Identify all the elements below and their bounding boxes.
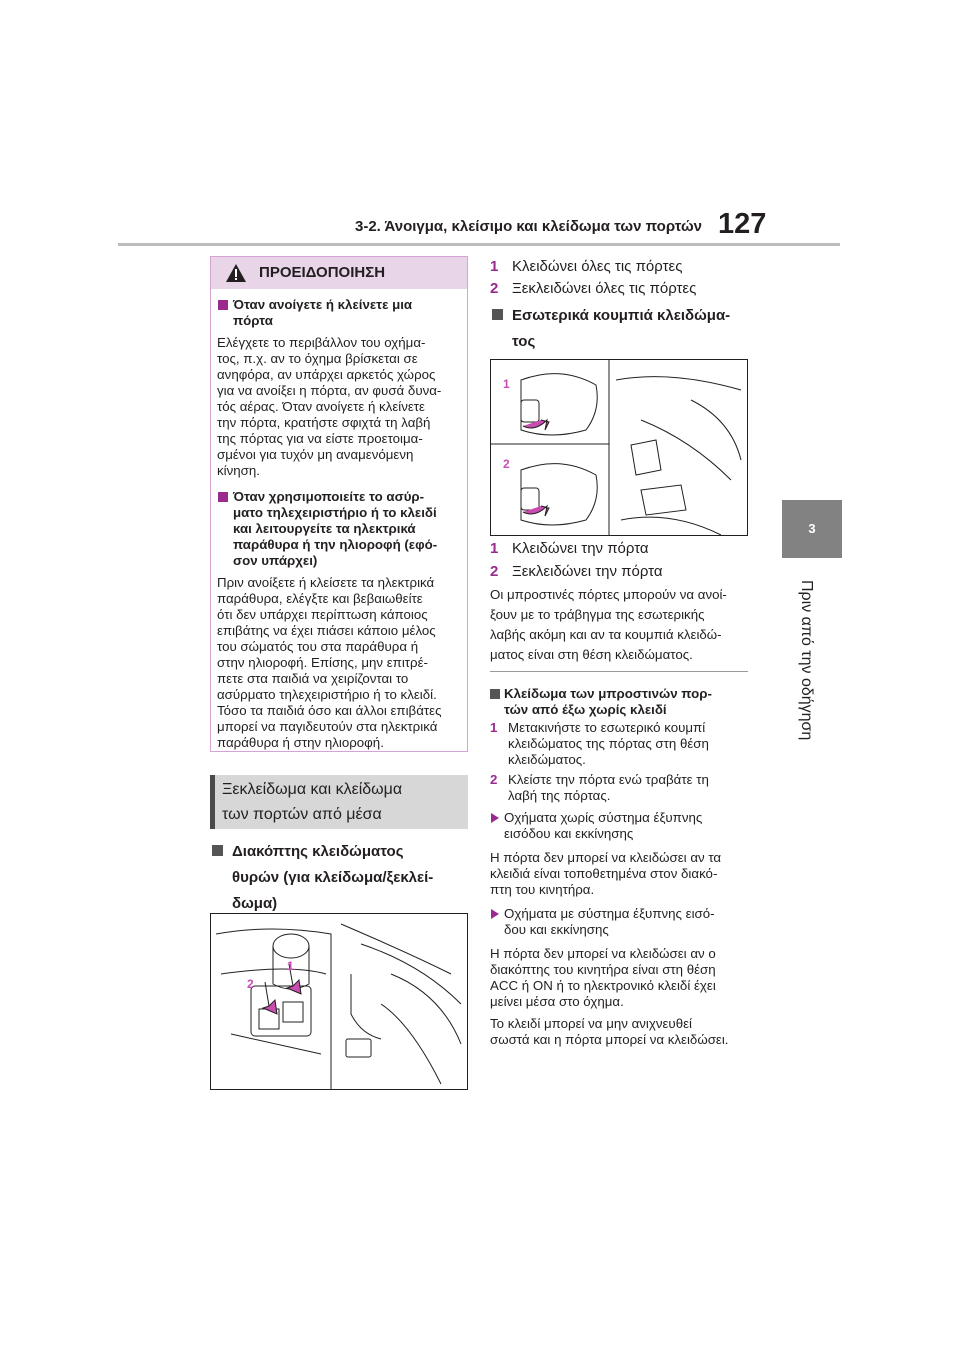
text-line: κίνηση. [217, 463, 260, 478]
text-line: την πόρτα, κρατήστε σφιχτά τη λαβή [217, 415, 431, 430]
warning-section-heading [217, 489, 463, 569]
text-line: Οχήματα με σύστημα έξυπνης εισό- [504, 906, 715, 921]
text-line: λαβή της πόρτας. [508, 788, 611, 803]
item-text: Κλειδώνει όλες τις πόρτες [512, 258, 683, 275]
text-line: διακόπτης του κινητήρα είναι στη θέση [490, 962, 716, 977]
section-heading-bar [210, 775, 215, 829]
text-line: Τόσο τα παιδιά όσο και άλλοι επιβάτες [217, 703, 442, 718]
warning-header [211, 257, 467, 289]
text-line: τών από έξω χωρίς κλειδί [504, 702, 667, 717]
text-line: σον υπάρχει) [233, 553, 318, 568]
warning-title: ΠΡΟΕΙΔΟΠΟΙΗΣΗ [259, 264, 386, 281]
subheading-door-lock-switch [210, 839, 490, 917]
text-line: σμένοι για τυχόν μη αναμενόμενη [217, 447, 414, 462]
text-line: Ελέγχετε το περιβάλλον του οχήμα- [217, 335, 426, 350]
list-item [490, 279, 696, 299]
subheading-inside-lock-buttons [490, 303, 770, 355]
text-line: θυρών (για κλείδωμα/ξεκλεί- [232, 869, 434, 886]
text-line: ανηφόρα, αν υπάρχει αρκετός χώρος [217, 367, 436, 382]
step-number: 2 [490, 772, 498, 787]
text-line: Πριν ανοίξετε ή κλείσετε τα ηλεκτρικά [217, 575, 435, 590]
divider [490, 671, 748, 672]
text-line: Διακόπτης κλειδώματος [232, 843, 404, 860]
text-line: μπορεί να παγιδευτούν στα ηλεκτρικά [217, 719, 438, 734]
text-line: τος [512, 333, 536, 350]
text-line: για να ανοίξει η πόρτα, αν φυσά δυνα- [217, 383, 442, 398]
text-line: τός αέρας. Όταν ανοίγετε ή κλείνετε [217, 399, 425, 414]
chapter-number: 3 [808, 521, 816, 536]
warning-triangle-icon [225, 263, 247, 283]
figure-label-2: 2 [503, 457, 510, 471]
text-line: Η πόρτα δεν μπορεί να κλειδώσει αν τα [490, 850, 722, 865]
text-line: Ξεκλείδωμα και κλείδωμα [222, 781, 403, 798]
subheading-lock-without-key [490, 686, 762, 718]
text-line: Το κλειδί μπορεί να μην ανιχνευθεί [490, 1016, 692, 1031]
figure-label-2: 2 [247, 977, 254, 991]
page-number: 127 [718, 208, 767, 240]
text-line: πετε στα παιδιά να χειρίζονται το [217, 671, 409, 686]
step-text [508, 720, 718, 768]
list-item [490, 562, 663, 582]
text-line: κλειδώματος της πόρτας στη θέση [508, 736, 709, 751]
text-line: Μετακινήστε το εσωτερικό κουμπί [508, 720, 706, 735]
paragraph [490, 850, 752, 898]
step-item [490, 720, 718, 768]
text-line: των πορτών από μέσα [222, 806, 382, 823]
item-number: 2 [490, 563, 499, 580]
text-line: κλειδιά είναι τοποθετημένα στον διακό- [490, 866, 718, 881]
text-line: δου και εκκίνησης [504, 922, 609, 937]
text-line: μείνει μέσα στο όχημα. [490, 994, 624, 1009]
text-line: ματο τηλεχειριστήριο ή το κλειδί [233, 505, 437, 520]
list-item [490, 539, 649, 559]
item-text: Κλειδώνει την πόρτα [512, 540, 649, 557]
text-line: Όταν χρησιμοποιείτε το ασύρ- [233, 489, 425, 504]
text-line: τος, π.χ. αν το όχημα βρίσκεται σε [217, 351, 418, 366]
list-item [490, 257, 682, 277]
chapter-tab [782, 500, 842, 558]
step-number: 1 [490, 720, 498, 735]
warning-box [210, 256, 468, 752]
text-line: παράθυρα ή την ηλιοροφή (εφό- [233, 537, 438, 552]
vehicle-variant-bullet [490, 810, 750, 842]
text-line: Η πόρτα δεν μπορεί να κλειδώσει αν ο [490, 946, 716, 961]
text-line: πόρτα [233, 313, 273, 328]
item-number: 1 [490, 540, 499, 557]
figure-label-1: 1 [503, 377, 510, 391]
text-line: Όταν ανοίγετε ή κλείνετε μια [233, 297, 413, 312]
chapter-label: Πριν από την οδήγηση [798, 580, 815, 741]
running-header: 3-2. Άνοιγμα, κλείσιμο και κλείδωμα των πορτών [355, 218, 702, 235]
text-line: εισόδου και εκκίνησης [504, 826, 634, 841]
item-text: Ξεκλειδώνει όλες τις πόρτες [512, 280, 697, 297]
item-number: 2 [490, 280, 499, 297]
text-line: ACC ή ON ή το ηλεκτρονικό κλειδί έχει [490, 978, 716, 993]
warning-section-body [217, 575, 463, 751]
text-line: δωμα) [232, 895, 278, 912]
section-title [222, 777, 462, 827]
warning-section-2 [217, 489, 463, 751]
text-line: ότι δεν υπάρχει περίπτωση κάποιος [217, 607, 428, 622]
text-line: της πόρτας για να είστε προετοιμα- [217, 431, 423, 446]
text-line: Κλείστε την πόρτα ενώ τραβάτε τη [508, 772, 709, 787]
item-number: 1 [490, 258, 499, 275]
item-text: Ξεκλειδώνει την πόρτα [512, 563, 663, 580]
header-rule [118, 243, 840, 246]
text-line: επιβάτης να έχει πιάσει κάποιο μέλος [217, 623, 436, 638]
text-line: του σώματός του στα παράθυρα ή [217, 639, 419, 654]
paragraph [490, 1016, 752, 1048]
door-lock-switch-illustration [211, 914, 467, 1089]
door-lock-switch-figure [210, 913, 468, 1090]
figure-label-1: 1 [287, 959, 294, 973]
warning-section-1 [217, 297, 463, 479]
text-line: παράθυρα ή στην ηλιοροφή. [217, 735, 384, 750]
text-line: Οι μπροστινές πόρτες μπορούν να ανοί- [490, 587, 727, 602]
text-line: ασύρματο τηλεχειριστήριο ή το κλειδί. [217, 687, 437, 702]
warning-section-heading [217, 297, 463, 329]
text-line: Εσωτερικά κουμπιά κλειδώμα- [512, 307, 731, 324]
inside-lock-buttons-illustration [491, 360, 747, 535]
text-line: ματος είναι στη θέση κλειδώματος. [490, 647, 693, 662]
text-line: και λειτουργείτε τα ηλεκτρικά [233, 521, 416, 536]
inside-lock-buttons-figure [490, 359, 748, 536]
warning-section-body [217, 335, 463, 479]
step-item [490, 772, 718, 804]
text-line: κλειδώματος. [508, 752, 586, 767]
text-line: σωστά και η πόρτα μπορεί να κλειδώσει. [490, 1032, 729, 1047]
text-line: ξουν με το τράβηγμα της εσωτερικής [490, 607, 705, 622]
text-line: Οχήματα χωρίς σύστημα έξυπνης [504, 810, 703, 825]
paragraph [490, 946, 752, 1010]
text-line: λαβής ακόμη και αν τα κουμπιά κλειδώ- [490, 627, 722, 642]
note-paragraph [490, 585, 752, 665]
text-line: Κλείδωμα των μπροστινών πορ- [504, 686, 712, 701]
text-line: στην ηλιοροφή. Επίσης, μην επιτρέ- [217, 655, 428, 670]
text-line: πτη του κινητήρα. [490, 882, 595, 897]
text-line: παράθυρα, ελέγξτε και βεβαιωθείτε [217, 591, 423, 606]
vehicle-variant-bullet [490, 906, 750, 938]
step-text [508, 772, 718, 804]
